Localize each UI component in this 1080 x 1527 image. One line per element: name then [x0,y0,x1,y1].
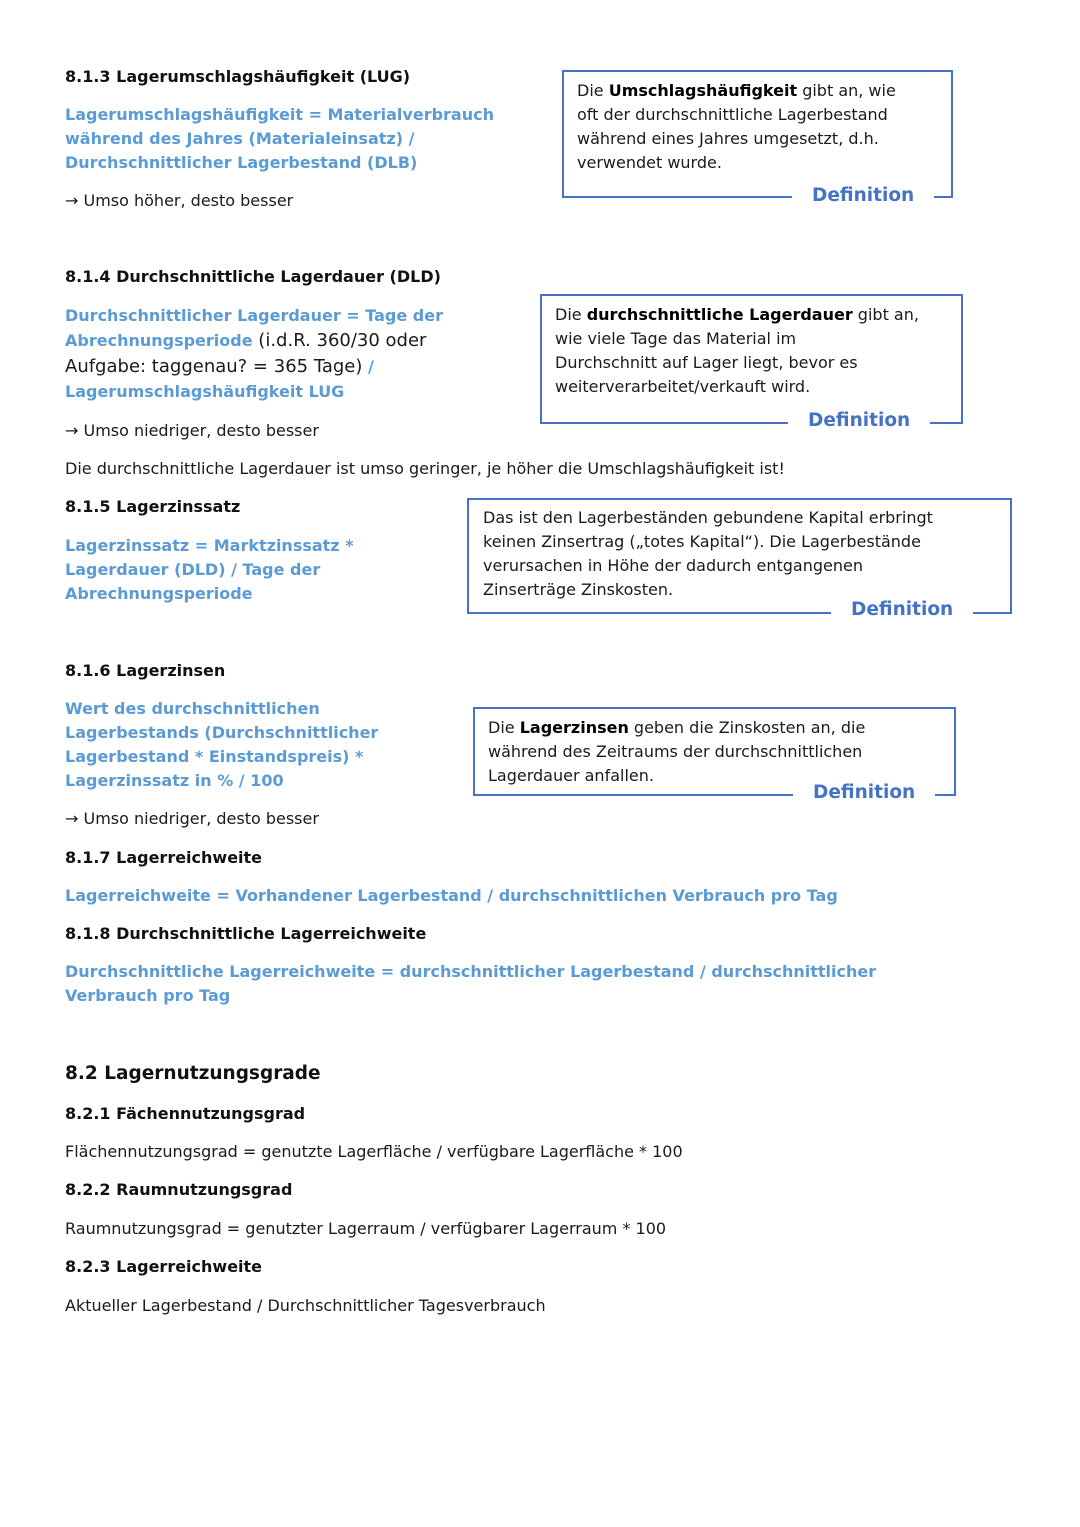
heading-8-2-1: 8.2.1 Fächennutzungsgrad [65,1104,306,1123]
heading-8-1-6: 8.1.6 Lagerzinsen [65,661,226,680]
formula-part: / [362,357,374,376]
box-line: wie viele Tage das Material im [555,329,797,348]
heading-8-2-3: 8.2.3 Lagerreichweite [65,1257,263,1276]
text: gibt an, wie [797,81,896,100]
formula-line: Lagerbestands (Durchschnittlicher [65,723,379,742]
heading-8-2-2: 8.2.2 Raumnutzungsgrad [65,1180,293,1199]
formula-part: Aufgabe: taggenau? = 365 Tage) [65,356,363,377]
box-line: während des Zeitraums der durchschnittlichen [488,742,863,761]
box-line: Das ist den Lagerbeständen gebundene Kapital erbringt [483,508,933,527]
note: → Umso höher, desto besser [65,191,294,210]
heading-8-1-5: 8.1.5 Lagerzinssatz [65,497,241,516]
box-line [577,79,896,103]
heading-8-1-7: 8.1.7 Lagerreichweite [65,848,263,867]
text-line: Aktueller Lagerbestand / Durchschnittlicher Tagesverbrauch [65,1296,546,1315]
definition-label: Definition [793,781,935,805]
definition-label: Definition [792,184,934,208]
definition-box [540,294,963,431]
text-line: Raumnutzungsgrad = genutzter Lagerraum / verfügbarer Lagerraum * 100 [65,1219,667,1238]
heading-8-2: 8.2 Lagernutzungsgrade [65,1063,321,1084]
box-line: verwendet wurde. [577,153,722,172]
formula-part: Abrechnungsperiode [65,331,253,350]
box-line: Zinserträge Zinskosten. [483,580,674,599]
definition-label: Definition [831,598,973,622]
definition-box [467,498,1012,620]
term: Lagerzinsen [519,718,629,737]
box-line: keinen Zinsertrag („totes Kapital“). Die Lagerbestände [483,532,921,551]
box-line: Durchschnitt auf Lager liegt, bevor es [555,353,858,372]
formula-line: Lagerdauer (DLD) / Tage der [65,560,321,579]
formula-line [65,329,426,353]
formula-line: Durchschnittliche Lagerreichweite = durchschnittlicher Lagerbestand / durchschnittlicher [65,962,877,981]
formula-line: Durchschnittlicher Lagerbestand (DLB) [65,153,418,172]
box-line: verursachen in Höhe der dadurch entgangenen [483,556,863,575]
formula-line: Lagerumschlagshäufigkeit LUG [65,382,345,401]
formula-line: Lagerumschlagshäufigkeit = Materialverbrauch [65,105,494,124]
box-line: während eines Jahres umgesetzt, d.h. [577,129,879,148]
text: Die [488,718,520,737]
box-line [555,303,919,327]
formula-line: während des Jahres (Materialeinsatz) / [65,129,415,148]
box-line: Lagerdauer anfallen. [488,766,654,785]
term: Umschlagshäufigkeit [608,81,798,100]
formula-line: Verbrauch pro Tag [65,986,231,1005]
note: → Umso niedriger, desto besser [65,809,319,828]
definition-box [562,70,953,206]
text: Die [555,305,587,324]
definition-label: Definition [788,409,930,433]
formula-line: Lagerzinssatz = Marktzinssatz * [65,536,354,555]
formula-part: (i.d.R. 360/30 oder [252,330,427,351]
text-line: Flächennutzungsgrad = genutzte Lagerfläche / verfügbare Lagerfläche * 100 [65,1142,683,1161]
heading-8-1-8: 8.1.8 Durchschnittliche Lagerreichweite [65,924,427,943]
term: durchschnittliche Lagerdauer [586,305,853,324]
formula-line: Wert des durchschnittlichen [65,699,320,718]
text: geben die Zinskosten an, die [628,718,866,737]
text: Die [577,81,609,100]
heading-8-1-4: 8.1.4 Durchschnittliche Lagerdauer (DLD) [65,267,441,286]
note: → Umso niedriger, desto besser [65,421,319,440]
formula-line: Abrechnungsperiode [65,584,253,603]
formula-line: Lagerzinssatz in % / 100 [65,771,284,790]
box-line: oft der durchschnittliche Lagerbestand [577,105,888,124]
sentence: Die durchschnittliche Lagerdauer ist umso geringer, je höher die Umschlagshäufigkeit ist! [65,459,785,478]
box-line: weiterverarbeitet/verkauft wird. [555,377,811,396]
definition-box [473,707,956,803]
heading-8-1-3: 8.1.3 Lagerumschlagshäufigkeit (LUG) [65,67,411,86]
text: gibt an, [852,305,919,324]
formula-line [65,355,374,379]
formula-line: Lagerbestand * Einstandspreis) * [65,747,364,766]
formula-line: Durchschnittlicher Lagerdauer = Tage der [65,306,443,325]
formula-line: Lagerreichweite = Vorhandener Lagerbestand / durchschnittlichen Verbrauch pro Tag [65,886,838,905]
box-line [488,716,865,740]
